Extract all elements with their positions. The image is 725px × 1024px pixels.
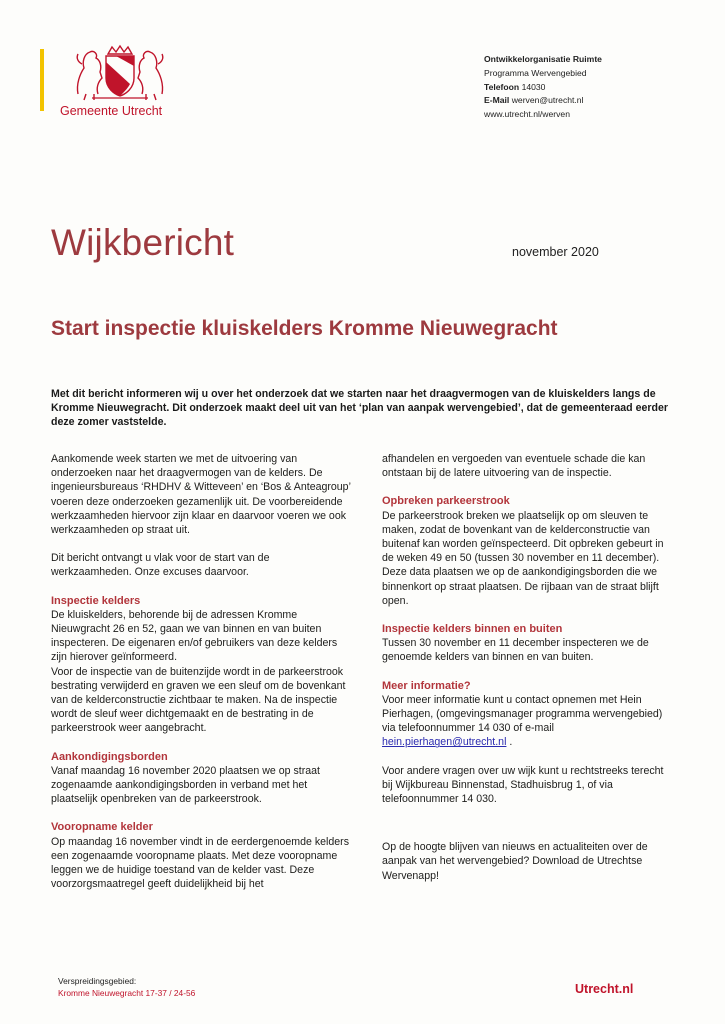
logo-accent-bar	[40, 49, 44, 111]
section-text-binnen-buiten: Tussen 30 november en 11 december inspecteren we de genoemde kelders van binnen en van buiten.	[382, 637, 649, 664]
page-headline: Wijkbericht	[51, 222, 235, 263]
contact-org: Ontwikkelorganisatie Ruimte	[484, 54, 602, 64]
distribution-area: Kromme Nieuwegracht 17-37 / 24-56	[58, 988, 196, 998]
paragraph-wijkbureau: Voor andere vragen over uw wijk kunt u rechtstreeks terecht bij Wijkbureau Binnenstad, Stadhuisbrug 1, of via telefoonnummer 14 030.	[382, 764, 664, 806]
article-title: Start inspectie kluiskelders Kromme Nieuwegracht	[51, 317, 558, 340]
website-link: www.utrecht.nl/werven	[484, 109, 570, 120]
section-text-parkeerstrook: De parkeerstrook breken we plaatselijk op om sleuven te maken, zodat de bovenkant van de kelderconstructie van buitenaf kan worden geïnspecteerd. Dit opbreken gebeurt in de weken 49 en 50 (tussen 30 november en 11 december). Deze data plaatsen we op de aankondigingsborden die we binnenkort op straat plaatsen. De rijbaan van de straat blijft open.	[382, 509, 664, 607]
right-column	[382, 452, 672, 897]
section-heading-binnen-buiten: Inspectie kelders binnen en buiten	[382, 623, 563, 636]
meer-info-text: Voor meer informatie kunt u contact opnemen met Hein Pierhagen, (omgevingsmanager programma wervengebied) via telefoonnummer 14 030 of e-mail	[382, 693, 663, 735]
publication-date: november 2020	[512, 245, 599, 259]
logo-text: Gemeente Utrecht	[60, 104, 163, 118]
section-heading-borden: Aankondigingsborden	[51, 750, 168, 763]
section-heading-inspectie: Inspectie kelders	[51, 594, 141, 607]
paragraph-continued: afhandelen en vergoeden van eventuele schade die kan ontstaan bij de latere uitvoering van de inspectie.	[382, 453, 646, 480]
footer-site: Utrecht.nl	[575, 982, 634, 996]
contact-block	[484, 53, 714, 122]
article-intro: Met dit bericht informeren wij u over het onderzoek dat we starten naar het draagvermogen van de kluiskelders langs de Kromme Nieuwegracht. Dit onderzoek maakt deel uit van het ‘plan van aanpak wervengebied’, dat de gemeenteraad eerder deze zomer vaststelde.	[51, 388, 668, 429]
contact-program: Programma Wervengebied	[484, 67, 587, 78]
email-value: werven@utrecht.nl	[511, 95, 584, 106]
section-heading-vooropname: Vooropname kelder	[51, 821, 153, 834]
left-column	[51, 452, 351, 905]
section-text-vooropname: Op maandag 16 november vindt in de eerdergenoemde kelders een zogenaamde vooropname plaats. Met deze vooropname leggen we de huidige toestand van de kelder vast. Deze voorzorgsmaatregel geeft duidelijkheid bij het	[51, 835, 349, 891]
phone-value: 14030	[521, 81, 546, 92]
email-link[interactable]: hein.pierhagen@utrecht.nl	[382, 736, 507, 749]
email-label: E-Mail	[484, 95, 510, 106]
paragraph-wervenapp: Op de hoogte blijven van nieuws en actualiteiten over de aanpak van het wervengebied? Download de Utrechtse Wervenapp!	[382, 841, 648, 882]
meer-info-end: .	[509, 736, 513, 749]
gemeente-utrecht-logo	[60, 44, 180, 124]
section-text-inspectie-b: Voor de inspectie van de buitenzijde wordt in de parkeerstrook bestrating verwijderd en graven we een sleuf om de bovenkant van de kelderconstructie zichtbaar te maken. Na de inspectie wordt de sleuf weer dichtgemaakt en de bestrating in de parkeerstrook weer aangebracht.	[51, 665, 346, 735]
coat-of-arms-icon	[72, 44, 168, 102]
section-heading-meer-info: Meer informatie?	[382, 679, 471, 692]
section-text-borden: Vanaf maandag 16 november 2020 plaatsen we op straat zogenaamde aankondigingsborden in verband met het plaatselijk openbreken van de parkeerstrook.	[51, 764, 320, 806]
distribution-label: Verspreidingsgebied:	[58, 976, 137, 986]
phone-label: Telefoon	[484, 81, 520, 92]
paragraph-start: Aankomende week starten we met de uitvoering van onderzoeken naar het draagvermogen van de kelders. De ingenieursbureaus ‘RHDHV & Witteveen’ en ‘Bos & Anteagroup’ voeren deze onderzoeken gezamenlijk uit. De voorbereidende werkzaamheden hiervoor zijn klaar en daarvoor voeren we ook werkzaamheden op straat uit.	[51, 453, 351, 537]
section-text-meer-info	[382, 693, 672, 750]
section-text-inspectie-a: De kluiskelders, behorende bij de adressen Kromme Nieuwgracht 26 en 52, gaan we van binnen en van buiten inspecteren. De eigenaren en/of gebruikers van deze kelders zijn hierover geïnformeerd.	[51, 608, 338, 664]
paragraph-apology: Dit bericht ontvangt u vlak voor de start van de werkzaamheden. Onze excuses daarvoor.	[51, 552, 270, 579]
section-heading-parkeerstrook: Opbreken parkeerstrook	[382, 495, 510, 508]
